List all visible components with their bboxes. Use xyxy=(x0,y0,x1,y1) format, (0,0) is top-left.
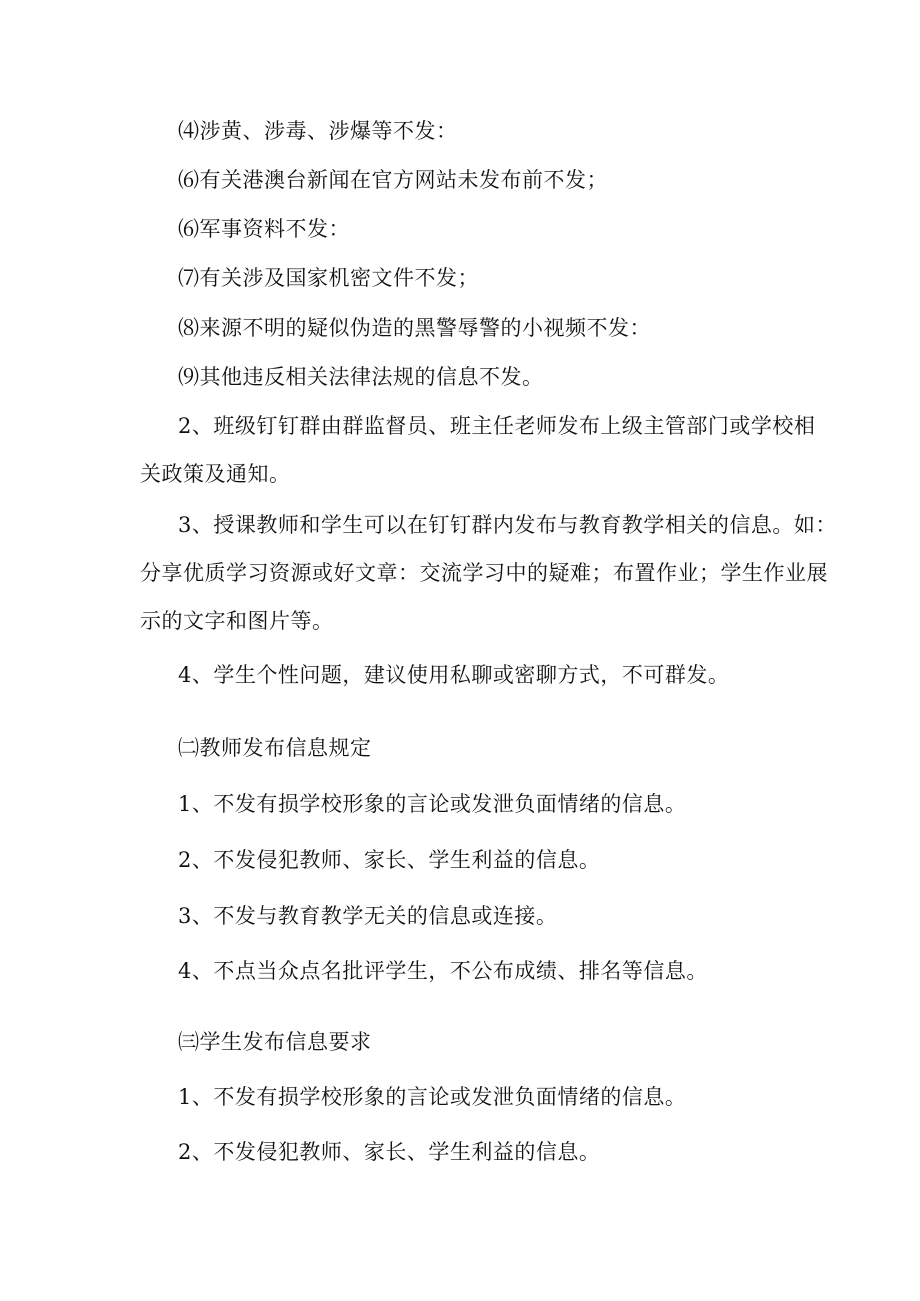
paragraph-3-line-2: 分享优质学习资源或好文章：交流学习中的疑难；布置作业；学生作业展 xyxy=(140,561,828,585)
list-item-4: ⑷涉黄、涉毒、涉爆等不发： xyxy=(178,119,458,143)
paragraph-3-line-3: 示的文字和图片等。 xyxy=(140,609,334,633)
teacher-rule-3: 3、不发与教育教学无关的信息或连接。 xyxy=(178,904,558,928)
list-item-9: ⑼其他违反相关法律法规的信息不发。 xyxy=(178,365,544,389)
teacher-rule-1: 1、不发有损学校形象的言论或发泄负面情绪的信息。 xyxy=(178,792,687,816)
paragraph-2-line-2: 关政策及通知。 xyxy=(140,462,291,486)
list-item-8: ⑻来源不明的疑似伪造的黑警辱警的小视频不发： xyxy=(178,316,651,340)
list-item-7: ⑺有关涉及国家机密文件不发； xyxy=(178,266,479,290)
student-rule-1: 1、不发有损学校形象的言论或发泄负面情绪的信息。 xyxy=(178,1085,687,1109)
list-item-6a: ⑹有关港澳台新闻在官方网站未发布前不发； xyxy=(178,168,608,192)
paragraph-2-line-1: 2、班级钉钉群由群监督员、班主任老师发布上级主管部门或学校相 xyxy=(178,414,816,438)
list-item-6b: ⑹军事资料不发： xyxy=(178,217,350,241)
student-rule-2: 2、不发侵犯教师、家长、学生利益的信息。 xyxy=(178,1140,601,1164)
section-heading-students: ㈢学生发布信息要求 xyxy=(178,1030,372,1054)
paragraph-3-line-1: 3、授课教师和学生可以在钉钉群内发布与教育教学相关的信息。如： xyxy=(178,513,837,537)
teacher-rule-4: 4、不点当众点名批评学生，不公布成绩、排名等信息。 xyxy=(178,959,708,983)
teacher-rule-2: 2、不发侵犯教师、家长、学生利益的信息。 xyxy=(178,848,601,872)
paragraph-4: 4、学生个性问题，建议使用私聊或密聊方式，不可群发。 xyxy=(178,663,730,687)
section-heading-teachers: ㈡教师发布信息规定 xyxy=(178,736,372,760)
